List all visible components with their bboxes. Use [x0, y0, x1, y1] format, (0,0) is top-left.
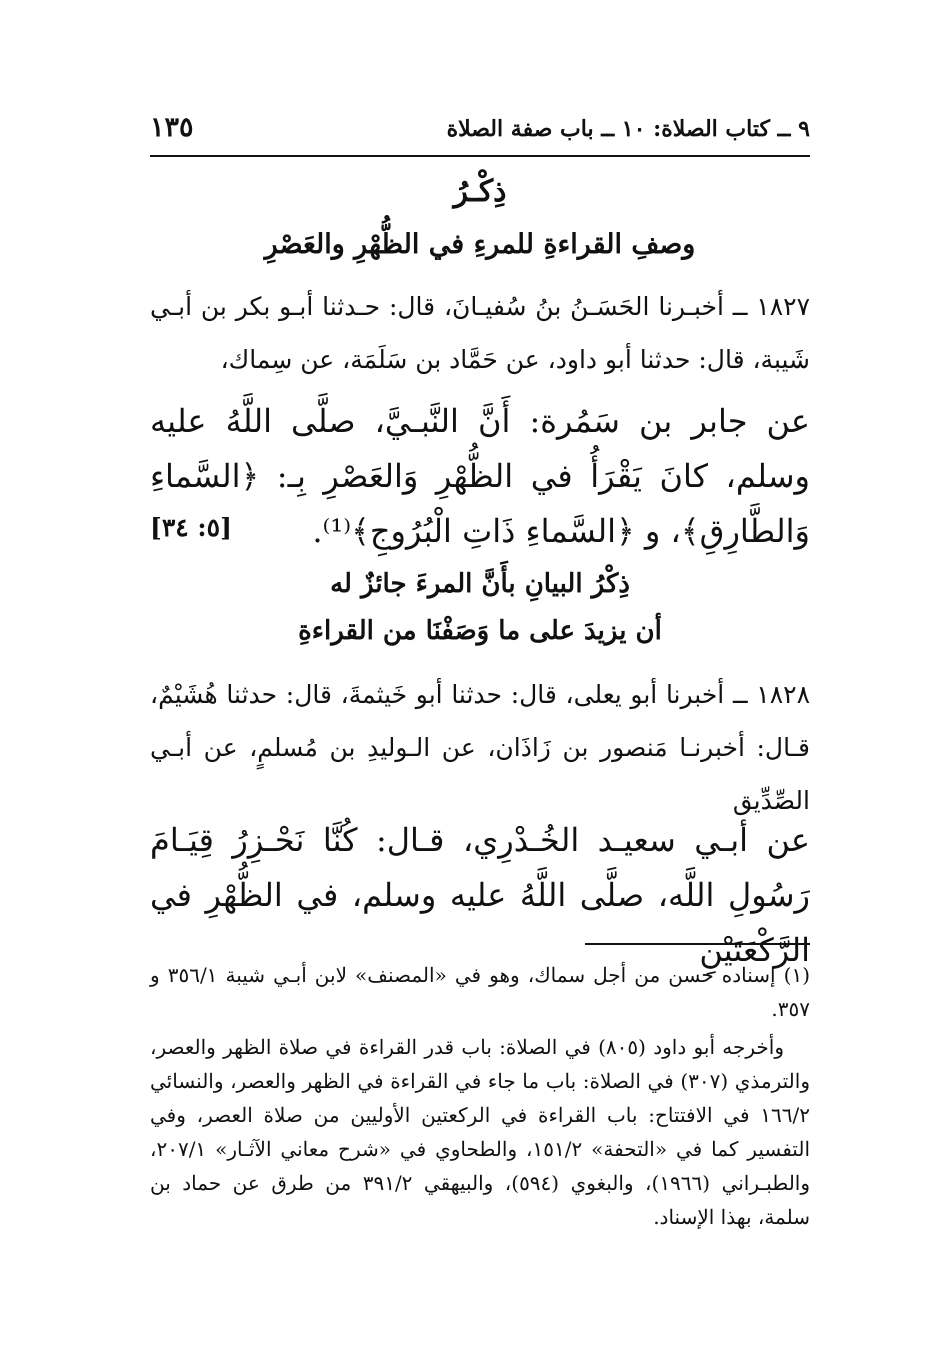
- section-2-title: ذِكْرُ البيانِ بأَنَّ المرءَ جائزٌ له: [330, 569, 630, 599]
- hadith-1828-matn: عن أبـي سعيـد الخُـدْرِي، قـال: كُنَّا نَحْـزِرُ قِيَـامَ رَسُولِ اللَّه، صلَّى اللَّهُ عليه وسلم، في الظُّهْرِ في الرَّكْعَتَيْنِ: [150, 821, 810, 969]
- hadith-1827-isnad: ١٨٢٧ ــ أخبـرنا الحَسَـنُ بنُ سُفيـانَ، قال: حـدثنا أبـو بكر بن أبـي شَيبة، قال: حدثنا أبو داود، عن حَمَّاد بن سَلَمَة، عن سِماك،: [150, 292, 810, 374]
- running-head: ٩ ــ كتاب الصلاة: ١٠ ــ باب صفة الصلاة: [446, 116, 810, 142]
- footnote-rule: [585, 943, 810, 945]
- section-2-subtitle: أن يزيدَ على ما وَصَفْنَا من القراءةِ: [298, 616, 662, 646]
- footnote-1: (١) إسناده حسن من أجل سماك، وهو في «المصنف» لابن أبـي شيبة ٣٥٦/١ و ٣٥٧.: [150, 963, 810, 1021]
- section-1-subtitle: وصفِ القراءةِ للمرءِ في الظُّهْرِ والعَصْرِ: [264, 229, 696, 260]
- hadith-1827-matn: عن جابر بن سَمُرة: أَنَّ النَّبـيَّ، صلَّى اللَّهُ عليه وسلم، كانَ يَقْرَأُ في الظُّهْرِ وَالعَصْرِ بِـ: ﴿السَّماءِ وَالطَّارِقِ﴾، و ﴿السَّماءِ ذَاتِ الْبُرُوجِ﴾⁽¹⁾.: [150, 402, 810, 550]
- page-number: ١٣٥: [150, 112, 194, 143]
- footnote-1-continuation: وأخرجه أبو داود (٨٠٥) في الصلاة: باب قدر القراءة في صلاة الظهر والعصر، والترمذي (٣٠٧) في الصلاة: باب ما جاء في القراءة في الظهر والعصر، والنسائي ١٦٦/٢ في الافتتاح: باب القراءة في الركعتين الأوليين من صلاة العصر، وفي التفسير كما في «التحفة» ١٥١/٢، والطحاوي في «شرح معاني الآثـار» ٢٠٧/١، والطبـراني (١٩٦٦)، والبغوي (٥٩٤)، والبيهقي ٣٩١/٢ من طرق عن حماد بن سلمة، بهذا الإسناد.: [150, 1035, 811, 1229]
- page-header: [150, 112, 810, 152]
- hadith-1828-isnad: ١٨٢٨ ــ أخبرنا أبو يعلى، قال: حدثنا أبو خَيثمةَ، قال: حدثنا هُشَيْمٌ، قـال: أخبرنـا مَنصور بن زَاذَان، عن الـوليدِ بن مُسلمٍ، عن أبـي الصِّدِّيق: [150, 680, 810, 815]
- header-rule: [150, 155, 810, 157]
- hadith-1827-reference: [٥: ٣٤]: [150, 513, 232, 542]
- section-1-title: ذِكْـرُ: [453, 174, 507, 209]
